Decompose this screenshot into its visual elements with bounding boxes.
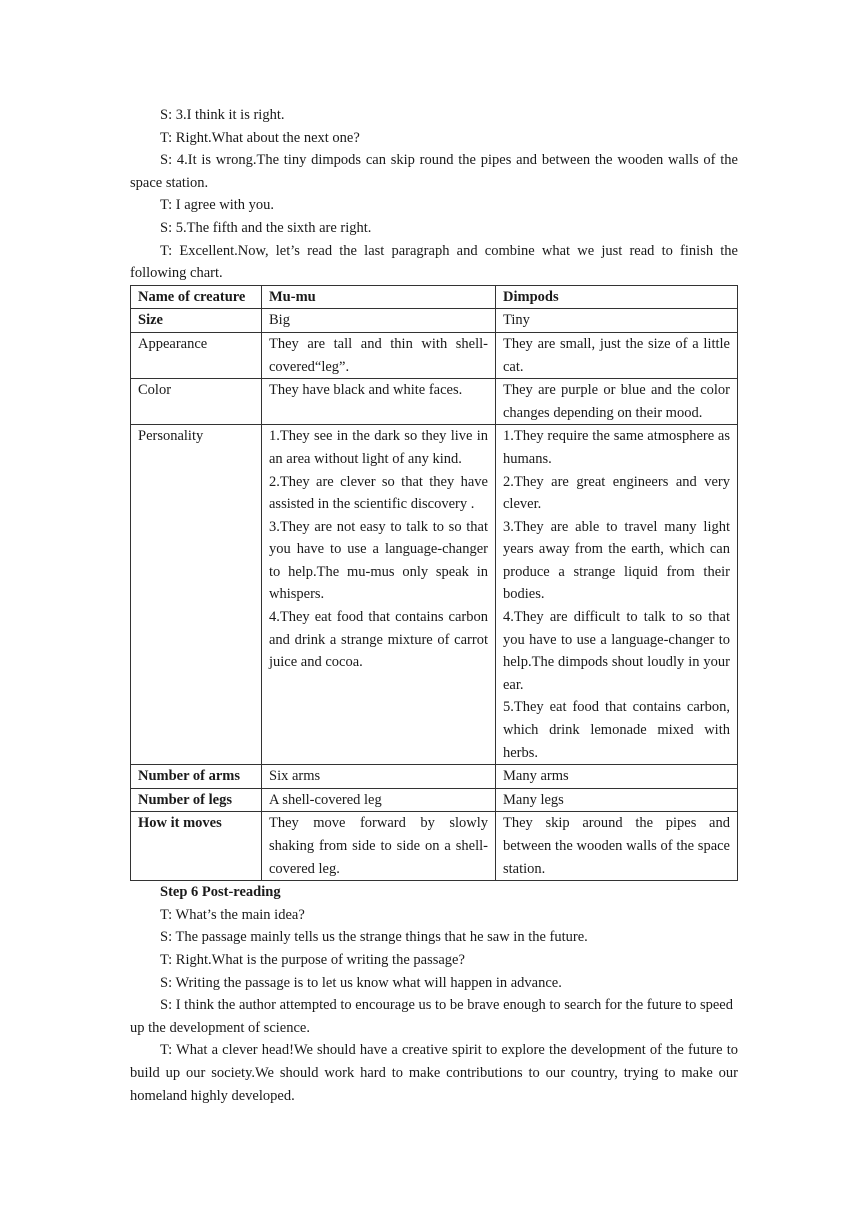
cell-text: 3.They are not easy to talk to so that you have to use a language-changer to help.The mu-mus only speak in whispers. [269, 518, 488, 603]
dimpods-cell [496, 379, 738, 425]
cell-text: Tiny [503, 312, 530, 329]
dialogue-line: T: Right.What about the next one? [160, 129, 360, 146]
row-label: Personality [131, 425, 262, 765]
dimpods-cell [496, 812, 738, 881]
mumu-cell [262, 765, 496, 789]
cell-text: They are small, just the size of a little cat. [503, 335, 730, 375]
mumu-cell [262, 788, 496, 812]
table-row [131, 425, 738, 765]
table-row [131, 332, 738, 378]
table-row [131, 379, 738, 425]
cell-text: Six arms [269, 768, 321, 785]
document-page [130, 104, 738, 1107]
cell-text: They have black and white faces. [269, 382, 463, 399]
row-label: Size [131, 309, 262, 333]
dialogue-line: S: 4.It is wrong.The tiny dimpods can skip round the pipes and between the wooden walls of the space station. [130, 152, 738, 191]
row-label: How it moves [131, 812, 262, 881]
table-row [131, 765, 738, 789]
cell-text: They are purple or blue and the color changes depending on their mood. [503, 382, 730, 421]
header-cell: Dimpods [496, 285, 738, 309]
dialogue-line: S: Writing the passage is to let us know what will happen in advance. [160, 974, 562, 991]
dimpods-cell [496, 332, 738, 378]
row-label: Appearance [131, 332, 262, 378]
table-row [131, 309, 738, 333]
row-label: Number of legs [131, 788, 262, 812]
dialogue-line: T: Right.What is the purpose of writing the passage? [160, 951, 465, 968]
cell-text: 5.They eat food that contains carbon, which drink lemonade mixed with herbs. [503, 699, 730, 761]
cell-text: 1.They see in the dark so they live in an area without light of any kind. [269, 428, 488, 467]
dialogue-line: T: What’s the main idea? [160, 906, 305, 923]
cell-text: Many arms [503, 768, 569, 785]
cell-text: Big [269, 312, 290, 329]
cell-text: They move forward by slowly shaking from side to side on a shell-covered leg. [269, 815, 488, 877]
cell-text: 1.They require the same atmosphere as humans. [503, 428, 730, 467]
cell-text: 3.They are able to travel many light years away from the earth, which can produce a strange liquid from their bodies. [503, 518, 730, 603]
table-header-row [131, 285, 738, 309]
creature-comparison-table [130, 285, 738, 881]
cell-text: They skip around the pipes and between the wooden walls of the space station. [503, 815, 730, 877]
dialogue-line: T: I agree with you. [160, 197, 275, 214]
cell-text: 4.They are difficult to talk to so that you have to use a language-changer to help.The dimpods shout loudly in your ear. [503, 609, 730, 693]
mumu-cell [262, 425, 496, 765]
dialogue-line: S: I think the author attempted to encourage us to be brave enough to search for the future to speed up the development of science. [130, 997, 733, 1036]
cell-text: 2.They are great engineers and very clever. [503, 473, 730, 513]
mumu-cell [262, 332, 496, 378]
dialogue-line: S: 5.The fifth and the sixth are right. [160, 219, 372, 236]
header-cell: Name of creature [131, 285, 262, 309]
dimpods-cell [496, 765, 738, 789]
cell-text: They are tall and thin with shell-covered“leg”. [269, 335, 488, 375]
row-label: Number of arms [131, 765, 262, 789]
cell-text: Many legs [503, 791, 564, 808]
section-heading: Step 6 Post-reading [160, 884, 281, 901]
cell-text: A shell-covered leg [269, 791, 382, 808]
cell-text: 4.They eat food that contains carbon and drink a strange mixture of carrot juice and cocoa. [269, 609, 488, 671]
table-row [131, 788, 738, 812]
row-label: Color [131, 379, 262, 425]
dimpods-cell [496, 309, 738, 333]
table-row [131, 812, 738, 881]
mumu-cell [262, 379, 496, 425]
dialogue-line: S: 3.I think it is right. [160, 107, 285, 123]
cell-text: 2.They are clever so that they have assisted in the scientific discovery . [269, 473, 488, 513]
dialogue-line: S: The passage mainly tells us the strange things that he saw in the future. [160, 929, 588, 946]
dialogue-line: T: What a clever head!We should have a creative spirit to explore the development of the future to build up our society.We should work hard to make contributions to our country, trying to make our homeland highly developed. [130, 1042, 738, 1104]
dimpods-cell [496, 425, 738, 765]
mumu-cell [262, 309, 496, 333]
dialogue-line: T: Excellent.Now, let’s read the last paragraph and combine what we just read to finish the following chart. [130, 242, 738, 282]
header-cell: Mu-mu [262, 285, 496, 309]
mumu-cell [262, 812, 496, 881]
dimpods-cell [496, 788, 738, 812]
